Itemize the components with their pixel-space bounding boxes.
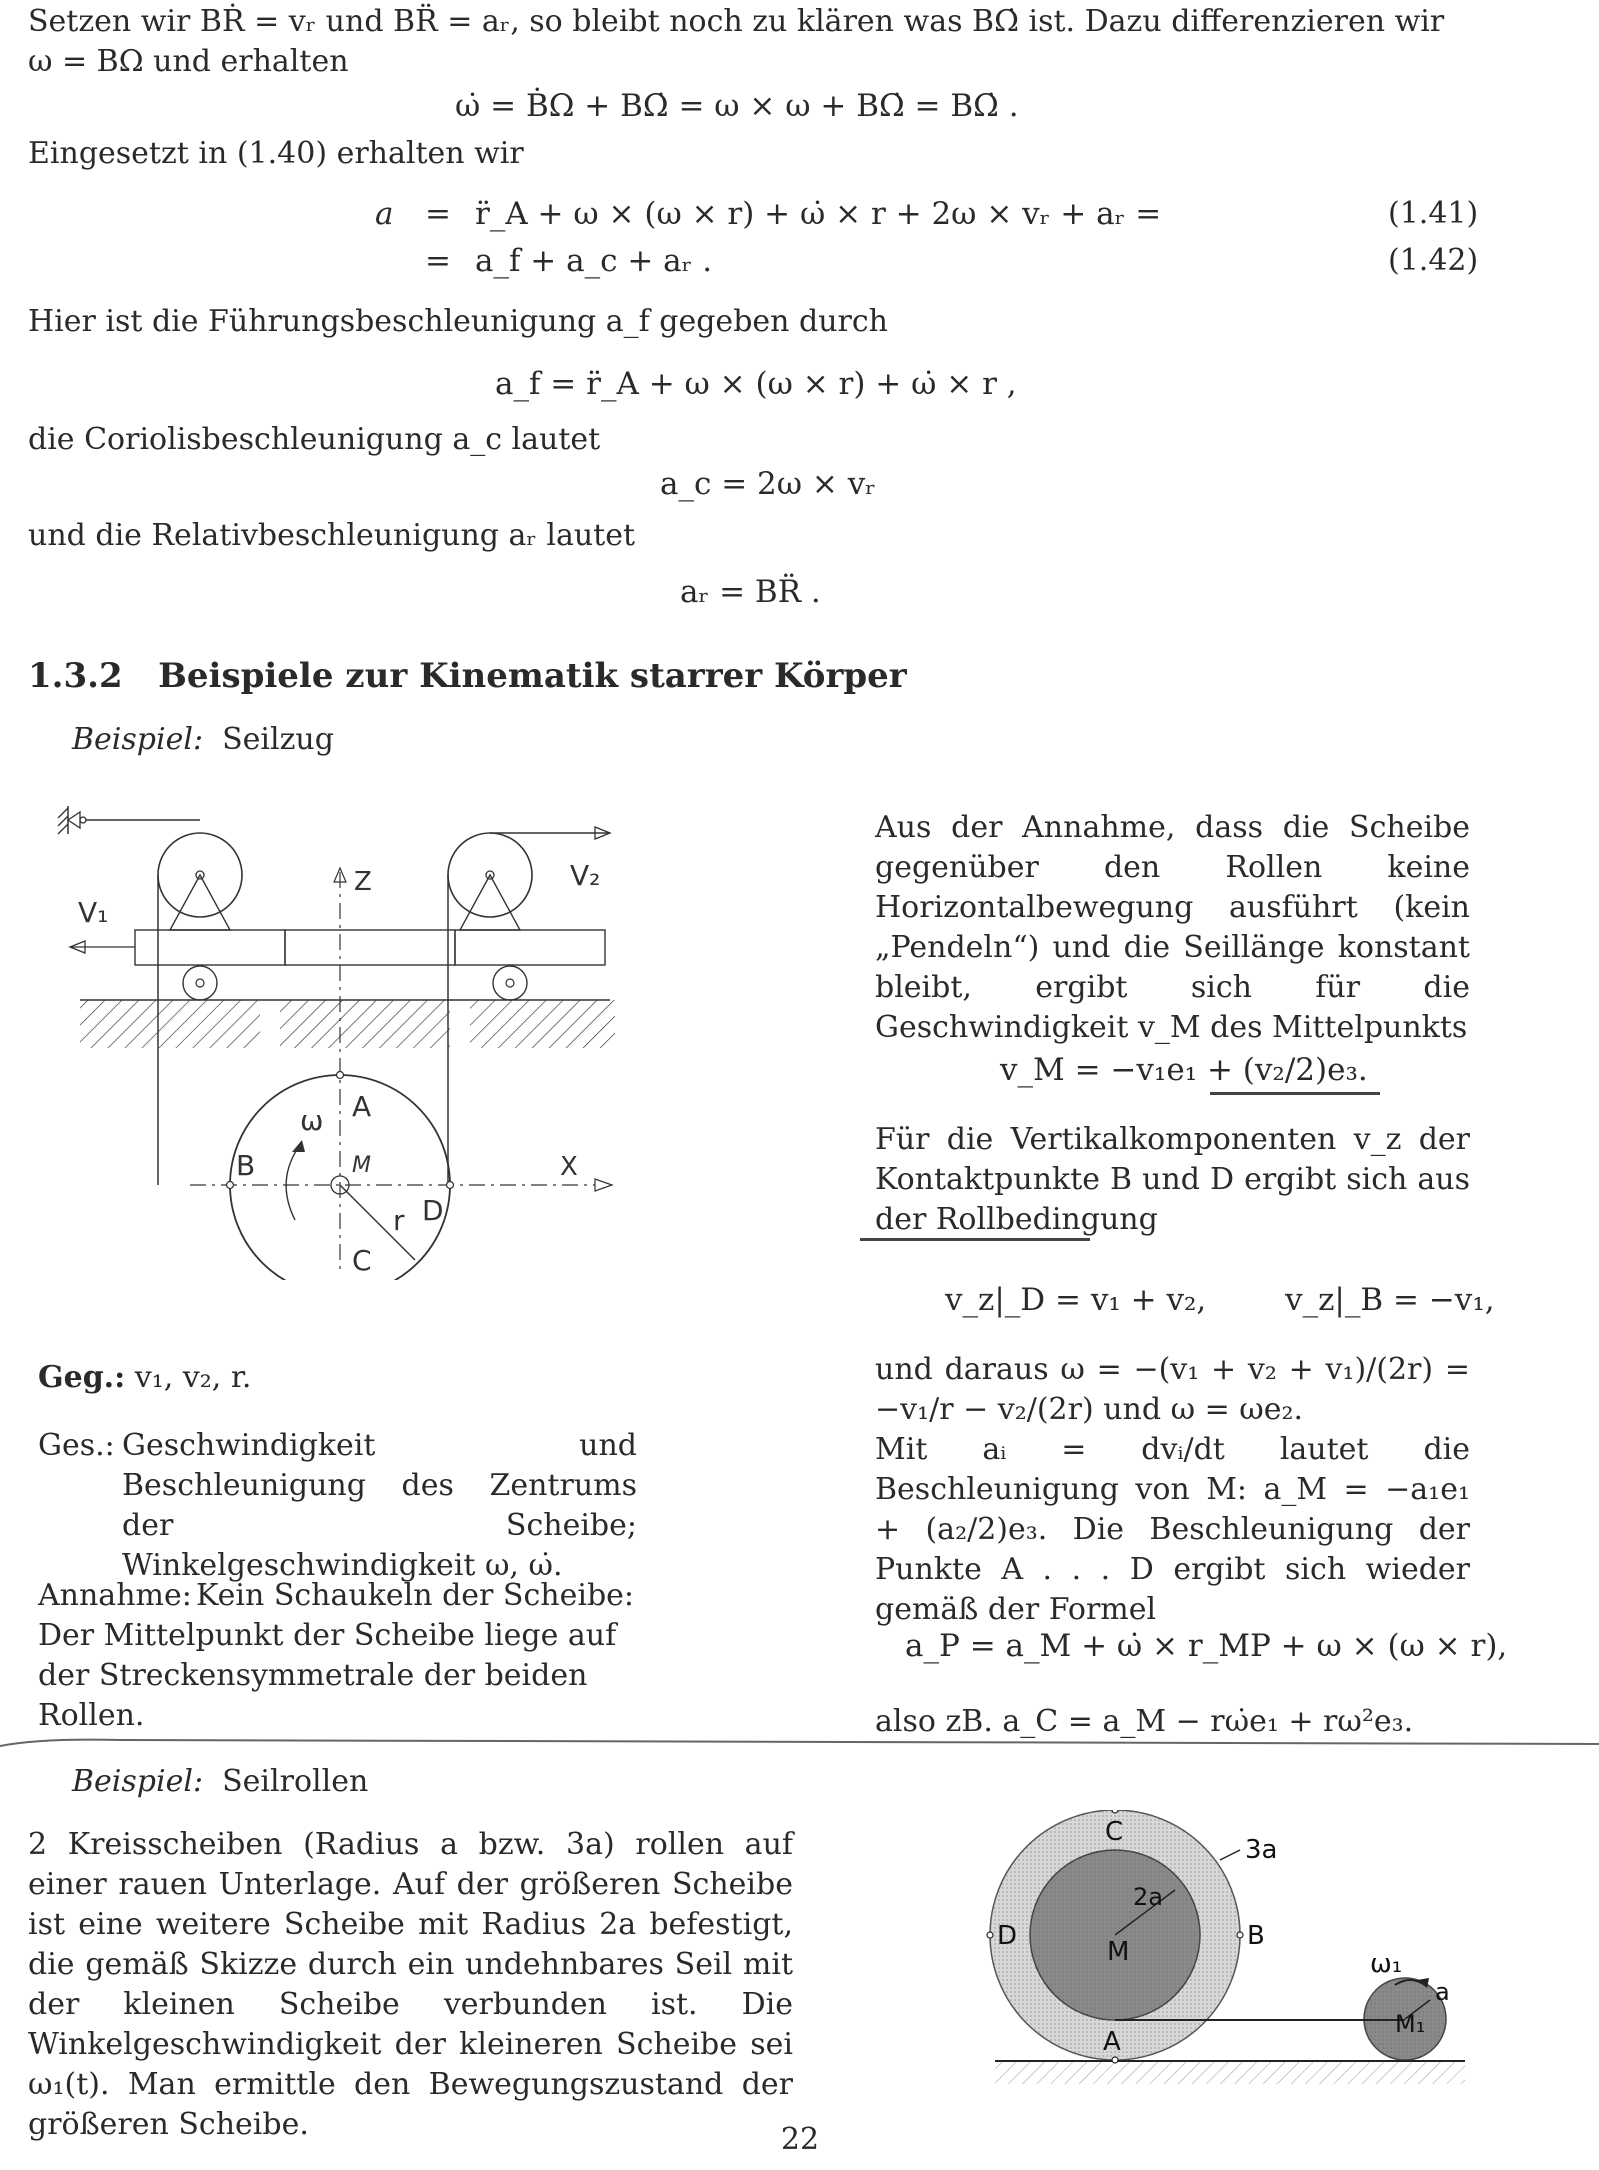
label-C: C — [352, 1244, 372, 1277]
eq142-rel: = — [425, 243, 451, 279]
left-pulley — [158, 833, 242, 930]
section-title: Beispiele zur Kinematik starrer Körper — [158, 656, 907, 696]
right-carriage — [455, 930, 605, 965]
right-wheel — [493, 966, 527, 1000]
relativ-equation: aᵣ = BR̈ . — [680, 574, 821, 610]
underline-rollbedingung — [860, 1238, 1090, 1241]
geg-row — [38, 1358, 251, 1398]
section-number: 1.3.2 — [28, 656, 123, 696]
annahme-label: Annahme: — [38, 1578, 192, 1613]
left-wheel — [183, 966, 217, 1000]
equation-ap: a_P = a_M + ω̇ × r_MP + ω × (ω × r), — [905, 1628, 1508, 1664]
label2-omega1: ω₁ — [1370, 1949, 1403, 1979]
label-M: M — [352, 1153, 371, 1178]
leader-3a — [1220, 1850, 1240, 1860]
seilrollen-figure — [985, 1810, 1475, 2110]
equation-vz: v_z|_D = v₁ + v₂, v_z|_B = −v₁, — [945, 1282, 1495, 1318]
relativ-text: und die Relativbeschleunigung aᵣ lautet — [28, 518, 636, 553]
label-B: B — [236, 1149, 256, 1182]
fuehrung-equation: a_f = r̈_A + ω × (ω × r) + ω̇ × r , — [495, 366, 1017, 402]
eq142-rhs: a_f + a_c + aᵣ . — [475, 243, 713, 279]
ges-label: Ges.: — [38, 1428, 115, 1463]
section-heading — [28, 656, 907, 696]
page-number: 22 — [780, 2122, 820, 2157]
inserted-text: Eingesetzt in (1.40) erhalten wir — [28, 136, 524, 171]
label2-M1: M₁ — [1395, 2010, 1426, 2038]
label2-A: A — [1103, 2027, 1121, 2057]
wall-anchor-icon — [58, 806, 86, 834]
ground-hatch-2 — [995, 2062, 1465, 2084]
right-para-1: Aus der Annahme, dass die Scheibe gegenüber den Rollen keine Horizontalbewegung ausführt (kein „Pendeln“) und die Seillänge konstant bleibt, ergibt sich für die Geschwindigkeit v_M des Mittelpunkts — [875, 810, 1470, 1045]
label2-2a: 2a — [1133, 1883, 1163, 1911]
eq141-rel: = — [425, 196, 451, 232]
coriolis-equation: a_c = 2ω × vᵣ — [660, 466, 876, 502]
right-para-3: und daraus ω = −(v₁ + v₂ + v₁)/(2r) = −v₁/r − v₂/(2r) und ω = ωe₂. — [875, 1352, 1470, 1427]
example1-header — [72, 720, 334, 760]
label-v2: V₂ — [570, 859, 601, 892]
intro-line-1: Setzen wir BṘ = vᵣ und BR̈ = aᵣ, so bleibt noch zu klären was BΩ̇ ist. Dazu differenzieren wir — [28, 4, 1445, 39]
omega-arc — [286, 1145, 300, 1220]
hand-divider — [0, 1728, 1599, 1758]
example2-text: 2 Kreisscheiben (Radius a bzw. 3a) rollen auf einer rauen Unterlage. Auf der größeren Scheibe ist eine weitere Scheibe mit Radius 2a befestigt, die gemäß Skizze durch ein undehnbares Seil mit der kleinen Scheibe verbunden ist. Die Winkelgeschwindigkeit der kleineren Scheibe sei ω₁(t). Man ermittle den Bewegungszustand der größeren Scheibe. — [28, 1827, 793, 2142]
label-x: X — [560, 1152, 578, 1182]
equation-vm: v_M = −v₁e₁ + (v₂/2)e₃. — [1000, 1052, 1368, 1088]
label-v1: V₁ — [78, 896, 109, 929]
example2-label: Beispiel: — [72, 1764, 204, 1799]
eq141-rhs: r̈_A + ω × (ω × r) + ω̇ × r + 2ω × vᵣ + aᵣ = — [475, 196, 1162, 232]
label2-a: a — [1435, 1978, 1450, 2006]
label-D: D — [422, 1194, 444, 1227]
intro-line-2: ω = BΩ und erhalten — [28, 44, 349, 79]
label-r: r — [393, 1204, 405, 1237]
example2-name: Seilrollen — [222, 1764, 369, 1799]
label-z: Z — [354, 867, 372, 897]
label2-D: D — [997, 1921, 1018, 1951]
right-pulley — [448, 833, 532, 930]
eq141-lhs: a — [375, 196, 394, 232]
example1-name: Seilzug — [222, 722, 334, 757]
example1-label: Beispiel: — [72, 722, 204, 757]
ground-hatch-mid — [280, 1000, 450, 1048]
underline-vm — [1210, 1092, 1380, 1095]
example2-header — [72, 1762, 368, 1802]
fuehrung-text: Hier ist die Führungsbeschleunigung a_f gegeben durch — [28, 304, 888, 339]
geg-label: Geg.: — [38, 1360, 126, 1395]
right-para-4: Mit aᵢ = dvᵢ/dt lautet die Beschleunigung von M: a_M = −a₁e₁ + (a₂/2)e₃. Die Beschleunigung der Punkte A . . . D ergibt sich wieder gemäß der Formel — [875, 1432, 1470, 1627]
equation-ac: also zB. a_C = a_M − rω̇e₁ + rω²e₃. — [875, 1704, 1414, 1739]
eq142-number: (1.42) — [1388, 243, 1479, 278]
label-A: A — [352, 1090, 372, 1123]
equation-omega-dot: ω̇ = ḂΩ + BΩ̇ = ω × ω + BΩ̇ = BΩ̇ . — [455, 88, 1019, 124]
annahme-text-content: Kein Schaukeln der Scheibe: Der Mittelpunkt der Scheibe liege auf der Streckensymmetrale der beiden Rollen. — [38, 1578, 635, 1733]
label2-B: B — [1247, 1921, 1265, 1951]
coriolis-text: die Coriolisbeschleunigung a_c lautet — [28, 422, 601, 457]
omega-arrow-icon — [292, 1140, 305, 1152]
label2-M: M — [1107, 1937, 1130, 1967]
label2-3a: 3a — [1245, 1835, 1278, 1865]
seilzug-figure — [50, 800, 630, 1280]
label-omega: ω — [300, 1104, 324, 1137]
middle-beam — [285, 930, 455, 965]
x-axis-arrow-icon — [595, 1179, 612, 1191]
eq141-number: (1.41) — [1388, 196, 1479, 231]
geg-text: v₁, v₂, r. — [134, 1360, 252, 1395]
ges-text: Geschwindigkeit und Beschleunigung des Zentrums der Scheibe; Winkelgeschwindigkeit ω, ω̇. — [122, 1428, 637, 1583]
ground-hatch-right — [470, 1000, 615, 1048]
label2-C: C — [1105, 1817, 1124, 1847]
ground-hatch-left — [80, 1000, 260, 1048]
right-para-2: Für die Vertikalkomponenten v_z der Kontaktpunkte B und D ergibt sich aus der Rollbedingung — [875, 1122, 1470, 1237]
annahme-text — [38, 1576, 638, 1736]
